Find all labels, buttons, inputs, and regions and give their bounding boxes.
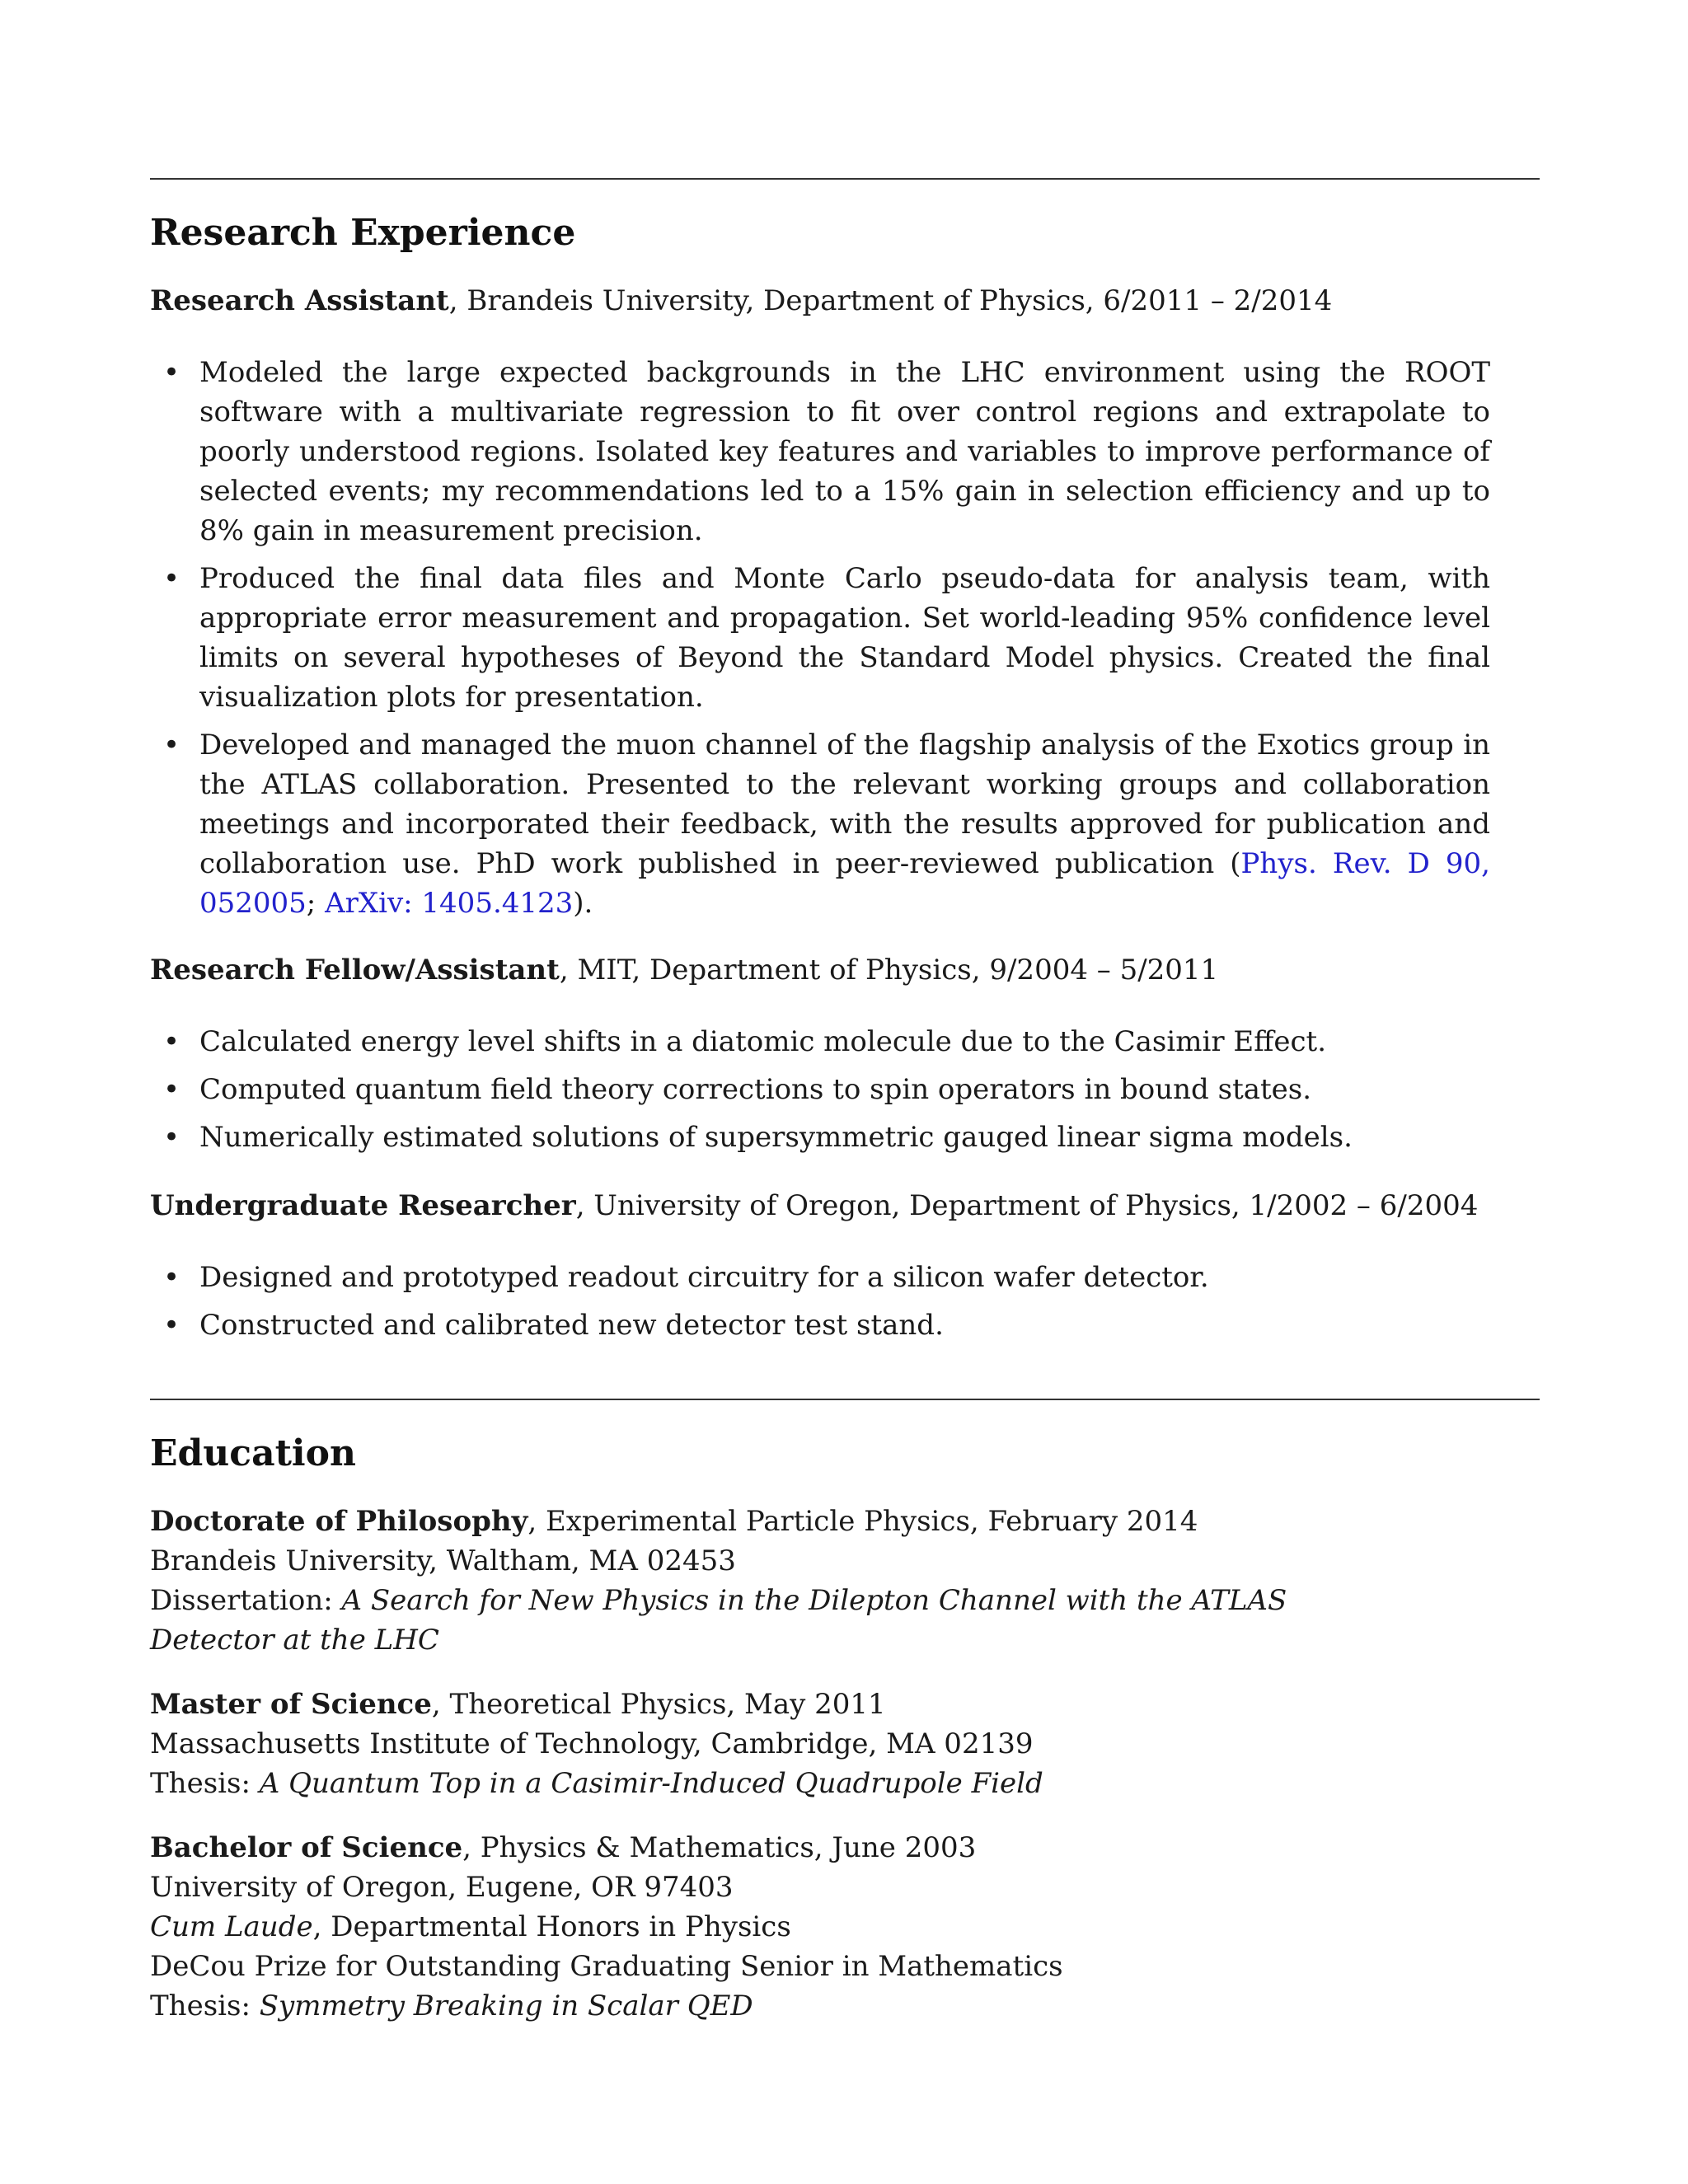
research-entry-1-header xyxy=(150,282,1332,320)
arxiv-link[interactable]: ArXiv: 1405.4123 xyxy=(325,887,574,920)
education-section-title: Education xyxy=(150,1432,356,1474)
list-item: • Numerically estimated solutions of supersymmetric gauged linear sigma models. xyxy=(150,1118,1490,1157)
phd-label: Dissertation: xyxy=(150,1584,342,1617)
research-entry-2-bullets xyxy=(150,1022,1540,1157)
bs-thesis-title: Symmetry Breaking in Scalar QED xyxy=(259,1990,753,2022)
education-phd xyxy=(150,1502,1287,1660)
phd-dissertation-title: A Search for New Physics in the Dilepton Channel with the ATLAS xyxy=(341,1584,1287,1617)
research-entry-3-header xyxy=(150,1187,1478,1225)
phd-degree: Doctorate of Philosophy xyxy=(150,1505,528,1538)
ms-school: Massachusetts Institute of Technology, Cambridge, MA 02139 xyxy=(150,1727,1034,1760)
bs-label: Thesis: xyxy=(150,1990,260,2022)
ms-thesis-title: A Quantum Top in a Casimir-Induced Quadrupole Field xyxy=(259,1767,1043,1800)
bs-prize: DeCou Prize for Outstanding Graduating Senior in Mathematics xyxy=(150,1950,1063,1983)
phd-dissertation-line-2 xyxy=(150,1620,1287,1660)
ms-thesis-line xyxy=(150,1764,1043,1803)
list-item xyxy=(150,725,1490,923)
bs-degree-line xyxy=(150,1828,1063,1868)
ms-degree-line xyxy=(150,1685,1043,1724)
bs-school: University of Oregon, Eugene, OR 97403 xyxy=(150,1871,734,1904)
research-entry-1-details: , Brandeis University, Department of Physics, 6/2011 – 2/2014 xyxy=(448,284,1333,317)
bs-honors-line xyxy=(150,1907,1063,1947)
research-section-title: Research Experience xyxy=(150,212,576,254)
research-entry-1-bullets xyxy=(150,353,1540,923)
research-entry-1-role: Research Assistant xyxy=(150,284,449,317)
phd-field: , Experimental Particle Physics, February 2014 xyxy=(528,1505,1198,1538)
ms-degree: Master of Science xyxy=(150,1688,432,1721)
prd-link[interactable]: Phys. Rev. D 90, 052005 xyxy=(199,847,1490,920)
phd-dissertation-line xyxy=(150,1581,1287,1620)
phd-degree-line xyxy=(150,1502,1287,1541)
education-ms xyxy=(150,1685,1043,1803)
bs-field: , Physics & Mathematics, June 2003 xyxy=(462,1831,977,1864)
research-entry-3-details: , University of Oregon, Department of Physics, 1/2002 – 6/2004 xyxy=(575,1189,1479,1222)
bs-thesis-line xyxy=(150,1986,1063,2026)
list-item: • Designed and prototyped readout circuitry for a silicon wafer detector. xyxy=(150,1258,1490,1297)
phd-school: Brandeis University, Waltham, MA 02453 xyxy=(150,1544,736,1577)
list-item: • Constructed and calibrated new detector test stand. xyxy=(150,1305,1490,1345)
research-entry-2-role: Research Fellow/Assistant xyxy=(150,954,560,987)
list-item: • Modeled the large expected backgrounds in the LHC environment using the ROOT software with a multivariate regression to fit over control regions and extrapolate to poorly understood regions. Isolated key features and variables to improve performance of selected events; my recommendations led to a 15% gain in selection efficiency and up to 8% gain in measurement precision. xyxy=(150,353,1490,551)
list-item: • Computed quantum field theory corrections to spin operators in bound states. xyxy=(150,1070,1490,1109)
research-entry-3-role: Undergraduate Researcher xyxy=(150,1189,576,1222)
research-entry-2-details: , MIT, Department of Physics, 9/2004 – 5/2011 xyxy=(559,954,1219,987)
ms-field: , Theoretical Physics, May 2011 xyxy=(431,1688,886,1721)
section-divider-top xyxy=(150,178,1540,180)
education-bs xyxy=(150,1828,1063,2026)
list-item: • Calculated energy level shifts in a diatomic molecule due to the Casimir Effect. xyxy=(150,1022,1490,1062)
research-entry-3-bullets xyxy=(150,1258,1540,1345)
bullet-text: Developed and managed the muon channel of the flagship analysis of the Exotics group in the ATLAS collaboration. Presented to the relevant working groups and collaboration meetings and incorporated their feedback, with the results approved for publication and collaboration use. PhD work published in peer-reviewed publication ( xyxy=(199,729,1490,880)
bs-honor-rest: , Departmental Honors in Physics xyxy=(312,1910,791,1943)
research-entry-2-header xyxy=(150,951,1218,989)
bs-honor-latin: Cum Laude xyxy=(150,1910,313,1943)
ms-label: Thesis: xyxy=(150,1767,260,1800)
bs-degree: Bachelor of Science xyxy=(150,1831,463,1864)
list-item: • Produced the final data files and Monte Carlo pseudo-data for analysis team, with appropriate error measurement and propagation. Set world-leading 95% confidence level limits on several hypotheses of Beyond the Standard Model physics. Created the final visualization plots for presentation. xyxy=(150,559,1490,717)
link-separator: ; xyxy=(306,887,326,920)
phd-dissertation-title-cont: Detector at the LHC xyxy=(150,1624,439,1657)
bullet-end: ). xyxy=(573,887,593,920)
section-divider-education xyxy=(150,1399,1540,1400)
